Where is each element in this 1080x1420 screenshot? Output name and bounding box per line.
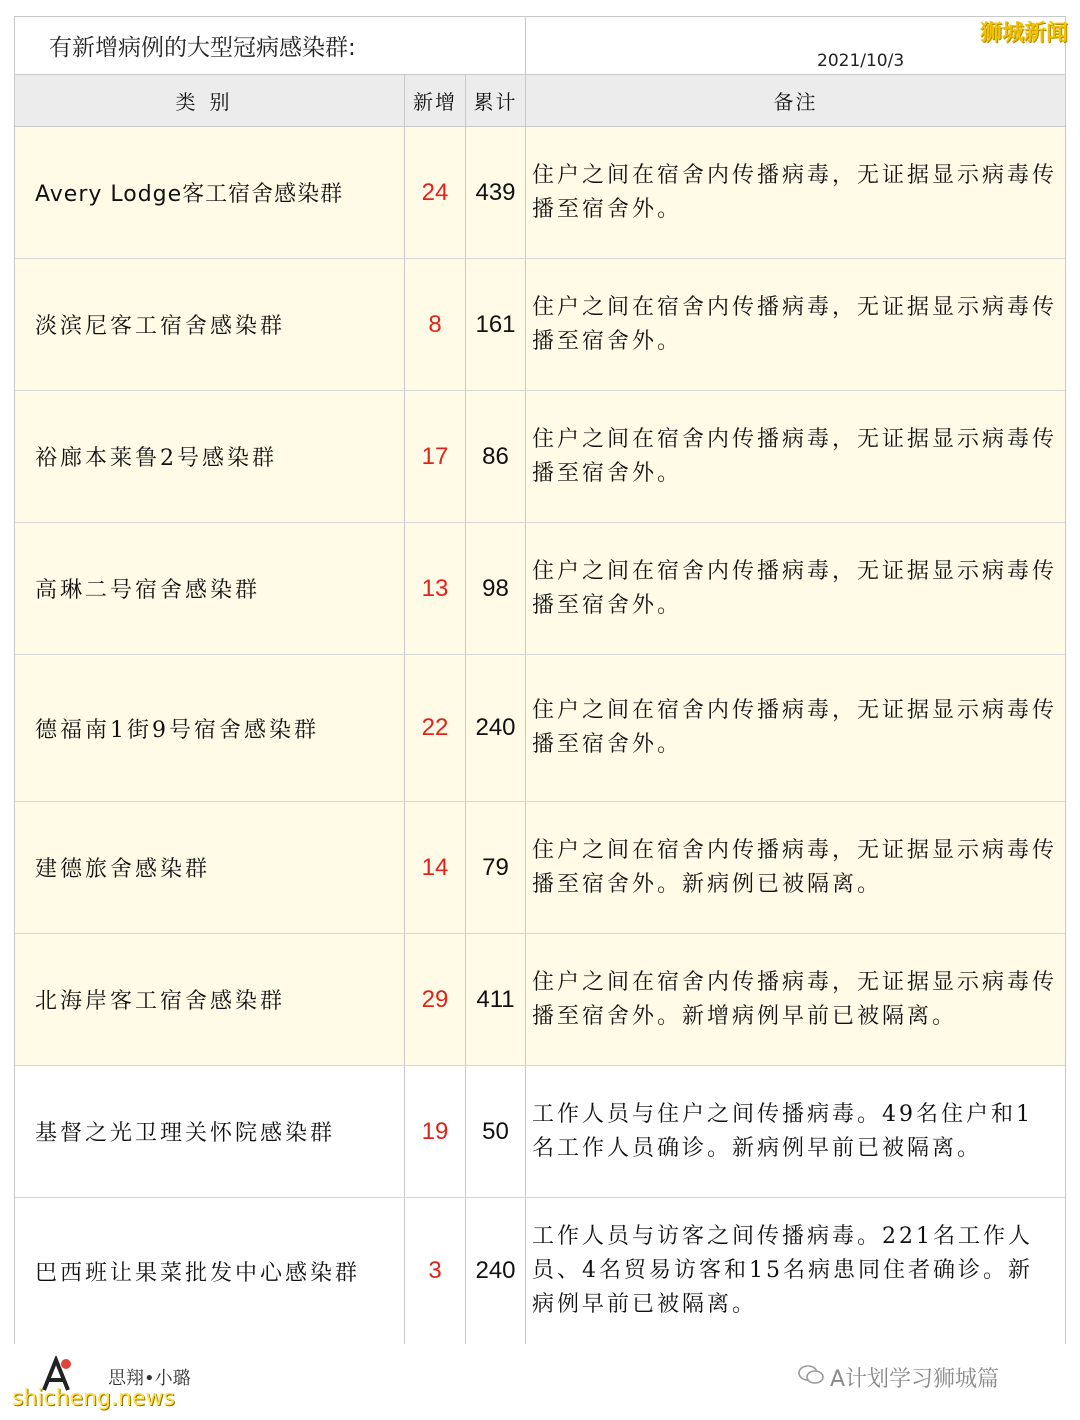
table-row (15, 1066, 1065, 1198)
report-date: 2021/10/3 (817, 51, 905, 71)
column-header-category: 类别 (175, 90, 244, 114)
total-cases: 240 (465, 1198, 525, 1344)
new-cases: 8 (404, 259, 465, 390)
footer (0, 1344, 1080, 1420)
cluster-name: 淡滨尼客工宿舍感染群 (35, 314, 286, 339)
cluster-note: 住户之间在宿舍内传播病毒，无证据显示病毒传播至宿舍外。 (525, 259, 1065, 390)
cluster-name: 高琳二号宿舍感染群 (35, 578, 261, 603)
cluster-name: 建德旅舍感染群 (35, 857, 211, 882)
cluster-note: 住户之间在宿舍内传播病毒，无证据显示病毒传播至宿舍外。 (525, 655, 1065, 801)
cluster-note: 工作人员与访客之间传播病毒。221名工作人员、4名贸易访客和15名病患同住者确诊。新病例早前已被隔离。 (525, 1198, 1065, 1344)
new-cases: 19 (404, 1066, 465, 1197)
cluster-note: 住户之间在宿舍内传播病毒，无证据显示病毒传播至宿舍外。 (525, 391, 1065, 522)
table-title: 有新增病例的大型冠病感染群: (49, 35, 356, 61)
total-cases: 79 (465, 802, 525, 933)
cluster-name: 北海岸客工宿舍感染群 (35, 989, 286, 1014)
total-cases: 98 (465, 523, 525, 654)
total-cases: 439 (465, 127, 525, 258)
wechat-account-name: A计划学习狮城篇 (830, 1367, 1000, 1392)
table-row (15, 802, 1065, 934)
author-credit: 思翔•小璐 (108, 1368, 191, 1389)
table-row (15, 655, 1065, 802)
total-cases: 411 (465, 934, 525, 1065)
new-cases: 13 (404, 523, 465, 654)
cluster-name: 裕廊本莱鲁2号感染群 (35, 446, 277, 471)
new-cases: 24 (404, 127, 465, 258)
cluster-name: 基督之光卫理关怀院感染群 (35, 1121, 336, 1146)
total-cases: 86 (465, 391, 525, 522)
title-divider (525, 17, 526, 75)
table-row (15, 934, 1065, 1066)
total-cases: 50 (465, 1066, 525, 1197)
total-cases: 240 (465, 655, 525, 801)
cluster-note: 工作人员与住户之间传播病毒。49名住户和1名工作人员确诊。新病例早前已被隔离。 (525, 1066, 1065, 1197)
case-table-frame (14, 16, 1066, 1344)
cluster-note: 住户之间在宿舍内传播病毒，无证据显示病毒传播至宿舍外。 (525, 127, 1065, 258)
new-cases: 3 (404, 1198, 465, 1344)
cluster-note: 住户之间在宿舍内传播病毒，无证据显示病毒传播至宿舍外。 (525, 523, 1065, 654)
new-cases: 22 (404, 655, 465, 801)
site-watermark: shicheng.news (12, 1386, 175, 1411)
cluster-name: Avery Lodge客工宿舍感染群 (35, 182, 344, 207)
table-row (15, 259, 1065, 391)
column-header-total: 累计 (465, 75, 525, 126)
column-header-notes: 备注 (525, 75, 1065, 126)
wechat-account (798, 1362, 999, 1393)
cluster-note: 住户之间在宿舍内传播病毒，无证据显示病毒传播至宿舍外。新病例已被隔离。 (525, 802, 1065, 933)
column-header-row (15, 75, 1065, 127)
column-header-new: 新增 (404, 75, 465, 126)
wechat-icon (798, 1364, 824, 1392)
table-row (15, 127, 1065, 259)
total-cases: 161 (465, 259, 525, 390)
title-row (15, 17, 1065, 75)
cluster-name: 德福南1街9号宿舍感染群 (35, 717, 319, 743)
new-cases: 17 (404, 391, 465, 522)
table-row (15, 1198, 1065, 1344)
cluster-note: 住户之间在宿舍内传播病毒，无证据显示病毒传播至宿舍外。新增病例早前已被隔离。 (525, 934, 1065, 1065)
cluster-name: 巴西班让果菜批发中心感染群 (35, 1260, 361, 1286)
new-cases: 29 (404, 934, 465, 1065)
table-row (15, 391, 1065, 523)
brand-logo-text: 狮城新闻 (979, 21, 1068, 46)
table-row (15, 523, 1065, 655)
new-cases: 14 (404, 802, 465, 933)
